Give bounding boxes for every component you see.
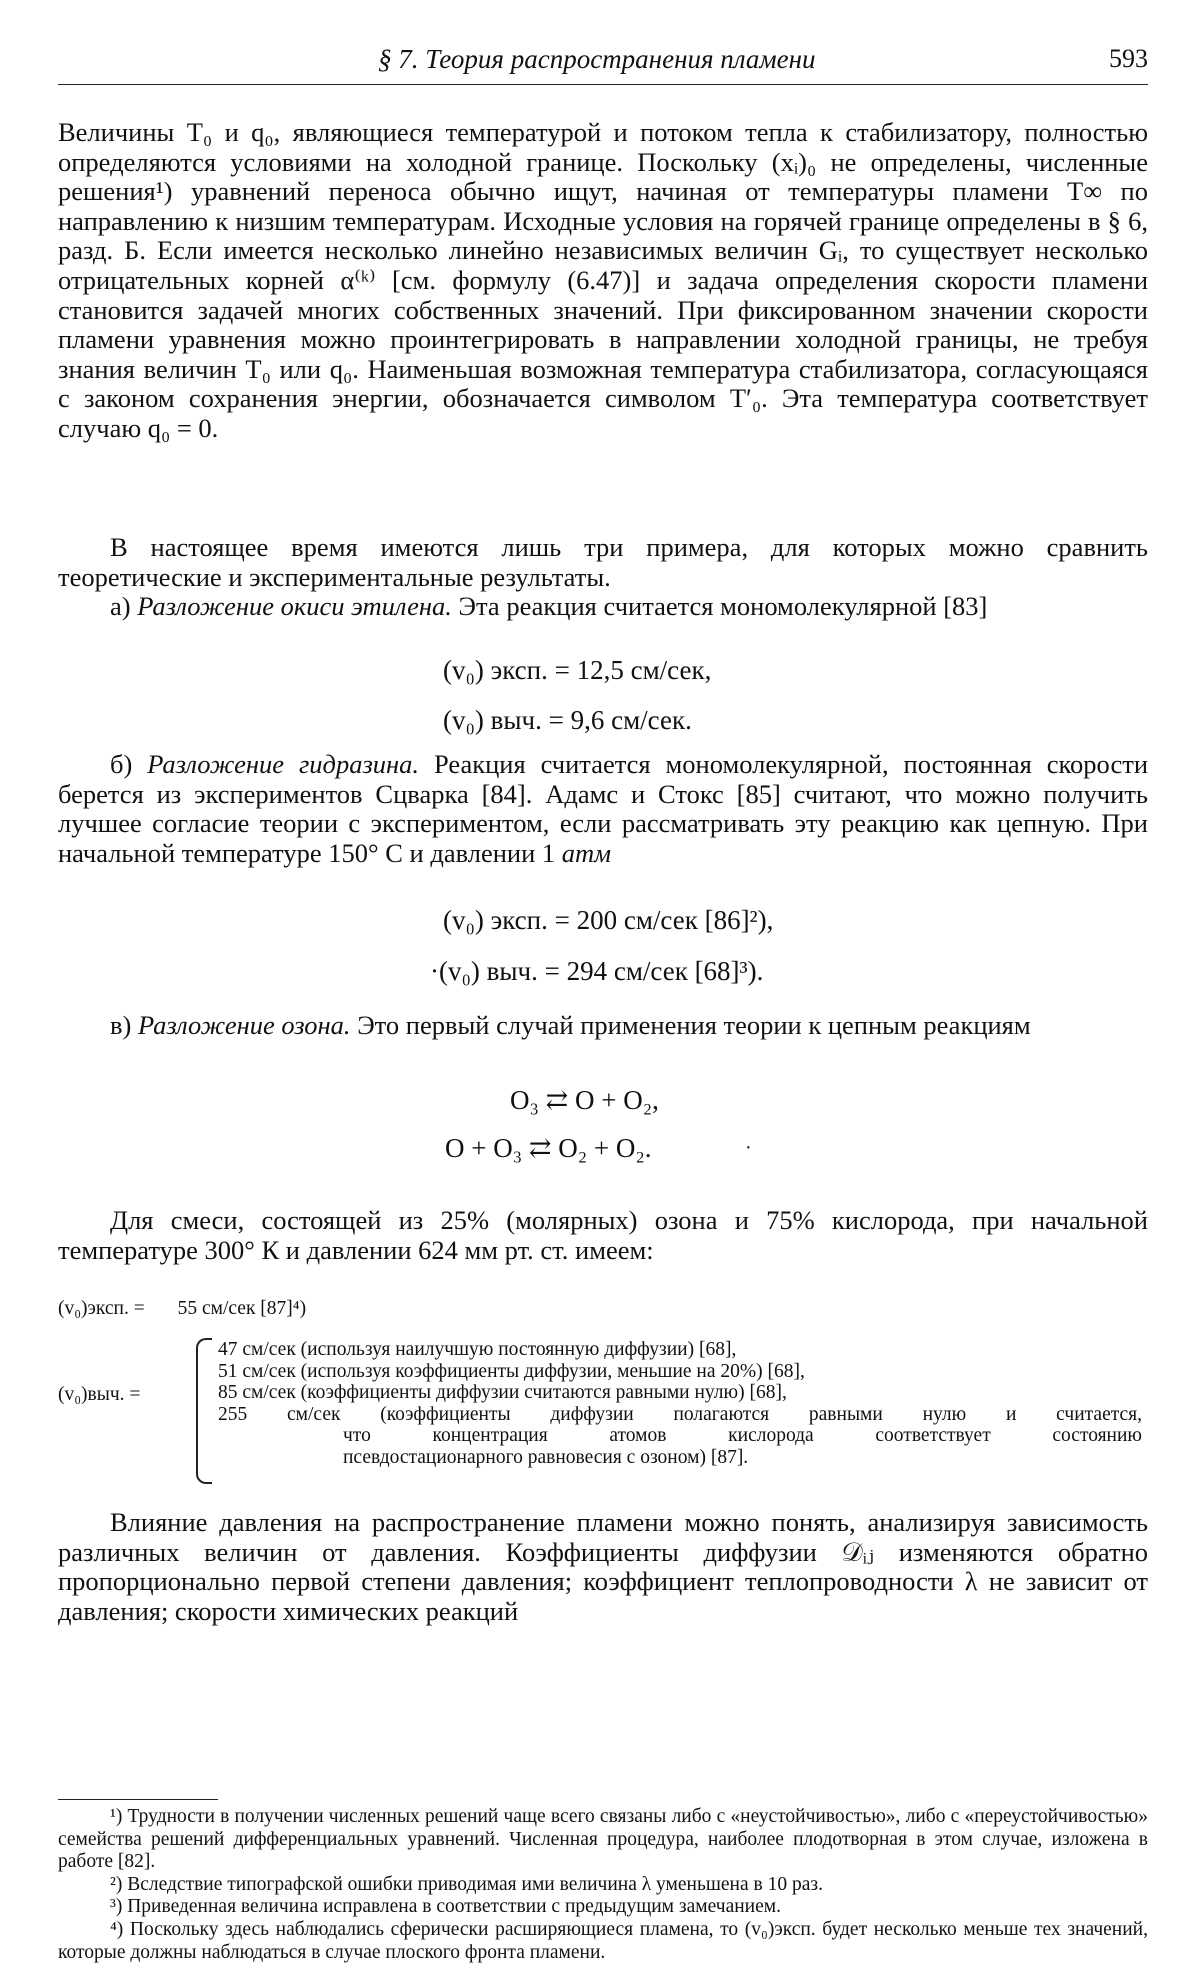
item-title: Разложение гидразина. xyxy=(147,749,420,779)
equation-b2: ·(v₀) выч. = 294 см/сек [68]³). xyxy=(430,956,764,986)
experimental-result xyxy=(58,1298,306,1320)
example-c xyxy=(58,1011,1148,1041)
equation-a2: (v₀) выч. = 9,6 см/сек. xyxy=(443,705,692,735)
list-item: 85 см/сек (коэффициенты диффузии считаются равными нулю) [68], xyxy=(218,1382,787,1404)
paragraph-text: Влияние давления на распространение пламени можно понять, анализируя зависимость различных величин от давления. Коэффициенты диффузии 𝒟ᵢⱼ изменяются обратно пропорционально первой степени давления; коэффициент теплопроводности λ не зависит от давления; скорости химических реакций xyxy=(58,1507,1148,1626)
list-item: 255 см/сек (коэффициенты диффузии полагаются равными нулю и считается, xyxy=(218,1403,1142,1425)
item-text: Это первый случай применения теории к цепным реакциям xyxy=(350,1010,1031,1040)
item-text: Реакция считается мономолекулярной, постоянная скорости берется из экспериментов Сцварка [84]. Адамс и Стокс [85] считают, что можно получить лучшее согласие теории с экспериментом, если рассматривать эту реакцию как цепную. При начальной температуре 150° С и давлении 1 xyxy=(58,749,1148,868)
equation-c1: O₃ ⇄ O + O₂, xyxy=(510,1085,659,1115)
section-title: § 7. Теория распространения пламени xyxy=(378,44,816,74)
footnote-2: ²) Вследствие типографской ошибки приводимая ими величина λ уменьшена в 10 раз. xyxy=(110,1873,823,1895)
item-text: Эта реакция считается мономолекулярной [83] xyxy=(451,591,988,621)
footnote-3: ³) Приведенная величина исправлена в соответствии с предыдущим замечанием. xyxy=(110,1896,781,1918)
curly-brace xyxy=(196,1338,212,1484)
equation-b1: (v₀) эксп. = 200 см/сек [86]²), xyxy=(443,905,774,935)
list-item: 51 см/сек (используя коэффициенты диффузии, меньшие на 20%) [68], xyxy=(218,1360,805,1382)
equation-c2: O + O₃ ⇄ O₂ + O₂. xyxy=(445,1133,652,1163)
item-label: а) xyxy=(110,591,138,621)
paragraph-text: Величины T₀ и q₀, являющиеся температурой и потоком тепла к стабилизатору, полностью определяются условиями на холодной границе. Поскольку (xᵢ)₀ не определены, численные решения¹) уравнений переноса обычно ищут, начиная от температуры пламени T∞ по направлению к низшим температурам. Исходные условия на горячей границе определены в § 6, разд. Б. Если имеется несколько линейно независимых величин Gᵢ, то существует несколько отрицательных корней α⁽ᵏ⁾ [см. формулу (6.47)] и задача определения скорости пламени становится задачей многих собственных значений. При фиксированном значении скорости пламени уравнения можно проинтегрировать в направлении холодной границы, не требуя знания величин T₀ или q₀. Наименьшая возможная температура стабилизатора, согласующаяся с законом сохранения энергии, обозначается символом T′₀. Эта температура соответствует случаю q₀ = 0. xyxy=(58,117,1148,443)
running-head xyxy=(58,44,1148,78)
paragraph-mixture xyxy=(58,1206,1148,1265)
stray-dot: · xyxy=(745,1137,752,1159)
equation-a1: (v₀) эксп. = 12,5 см/сек, xyxy=(443,655,712,685)
exp-label: (v₀)эксп. = xyxy=(58,1298,145,1319)
paragraph-examples xyxy=(58,533,1148,592)
exp-value: 55 см/сек [87]⁴) xyxy=(177,1298,307,1319)
footnote-1: ¹) Трудности в получении численных решений чаще всего связаны либо с «неустойчивостью», либо с «переустойчивостью» семейства решений дифференциальных уравнений. Численная процедура, наиболее плодотворная в этом случае, изложена в работе [82]. xyxy=(58,1806,1148,1873)
footnote-rule xyxy=(58,1799,218,1800)
list-item-continuation: псевдостационарного равновесия с озоном) [87]. xyxy=(343,1446,749,1468)
calc-results-list xyxy=(218,1339,1142,1469)
item-title: Разложение окиси этилена. xyxy=(137,591,452,621)
footnote-4: ⁴) Поскольку здесь наблюдались сферически расширяющиеся пламена, то (v₀)эксп. будет несколько меньше тех значений, которые должны наблюдаться в случае плоского фронта пламени. xyxy=(58,1918,1148,1963)
paragraph-pressure xyxy=(58,1508,1148,1626)
item-title: Разложение озона. xyxy=(137,1010,351,1040)
results-block xyxy=(58,1298,1148,1488)
example-a xyxy=(58,592,1148,622)
item-label: б) xyxy=(110,749,148,779)
paragraph-stabilizer xyxy=(58,118,1148,444)
item-unit: атм xyxy=(561,837,612,868)
item-label: в) xyxy=(110,1010,138,1040)
paragraph-text: В настоящее время имеются лишь три примера, для которых можно сравнить теоретические и экспериментальные результаты. xyxy=(58,532,1148,592)
example-b xyxy=(58,750,1148,868)
header-rule xyxy=(58,84,1148,85)
list-item: 47 см/сек (используя наилучшую постоянную диффузии) [68], xyxy=(218,1339,737,1360)
calc-label: (v₀)выч. = xyxy=(58,1384,141,1405)
list-item-continuation: что концентрация атомов кислорода соответствует состоянию xyxy=(343,1425,1142,1447)
paragraph-text: Для смеси, состоящей из 25% (молярных) озона и 75% кислорода, при начальной температуре 300° К и давлении 624 мм рт. ст. имеем: xyxy=(58,1205,1148,1265)
page-number: 593 xyxy=(1109,44,1148,73)
footnotes xyxy=(58,1806,1148,1964)
